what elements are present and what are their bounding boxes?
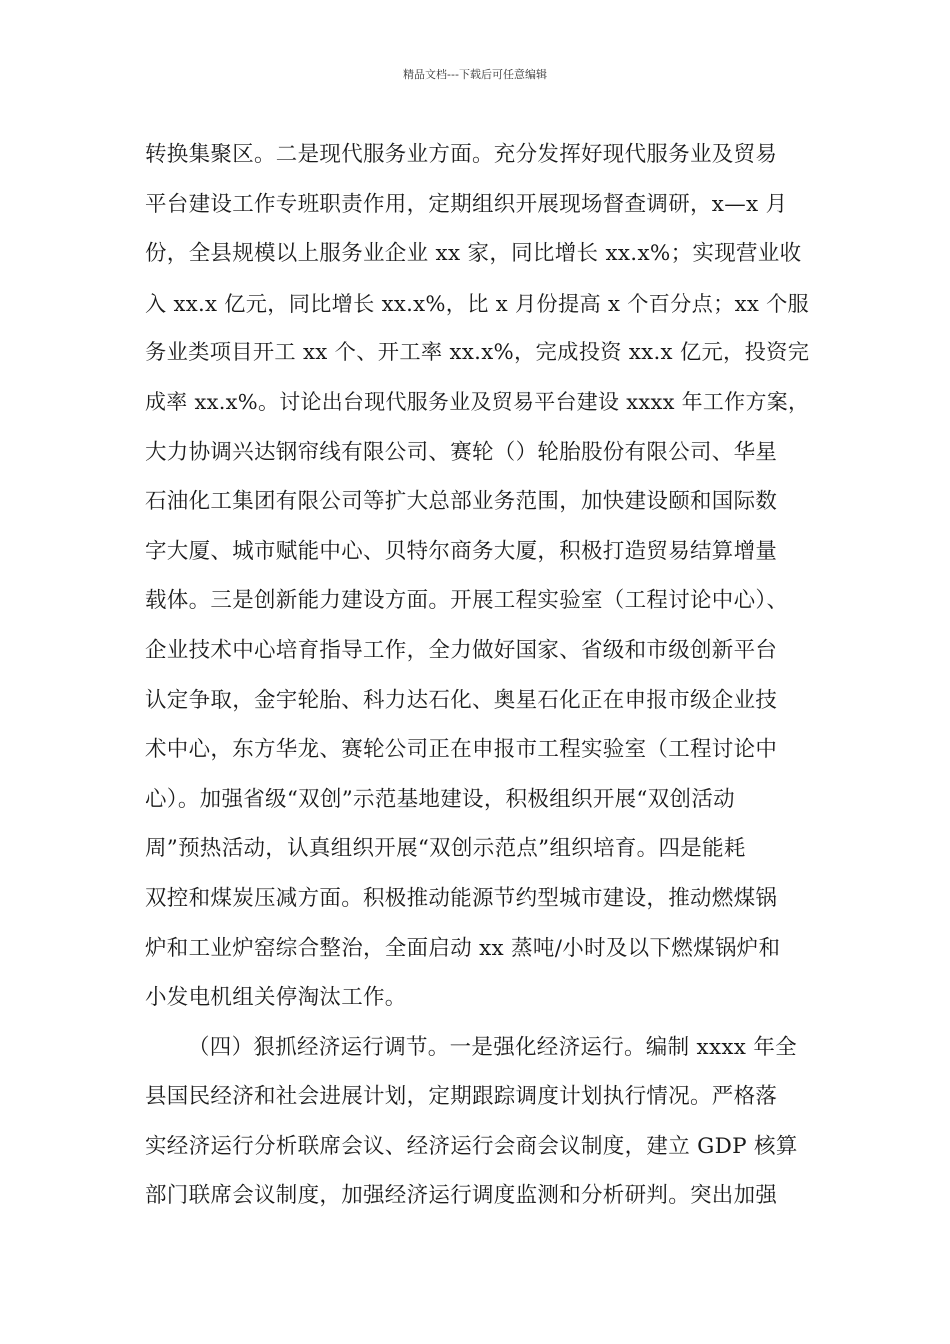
body-line: 小发电机组关停淘汰工作。 — [145, 985, 407, 1011]
body-line: 认定争取，金宇轮胎、科力达石化、奥星石化正在申报市级企业技 — [145, 687, 778, 713]
body-line: 入 xx.x 亿元，同比增长 xx.x%，比 x 月份提高 x 个百分点；xx 个服 — [145, 290, 810, 316]
body-line: 县国民经济和社会进展计划，定期跟踪调度计划执行情况。严格落 — [145, 1084, 778, 1110]
body-line: 字大厦、城市赋能中心、贝特尔商务大厦，积极打造贸易结算增量 — [145, 538, 778, 564]
body-line: 转换集聚区。二是现代服务业方面。充分发挥好现代服务业及贸易 — [145, 142, 778, 167]
body-line: 载体。三是创新能力建设方面。开展工程实验室（工程讨论中心）、 — [145, 588, 789, 614]
body-line: 务业类项目开工 xx 个、开工率 xx.x%，完成投资 xx.x 亿元，投资完 — [145, 340, 810, 366]
body-line: 周”预热活动，认真组织开展“双创示范点”组织培育。四是能耗 — [145, 836, 746, 862]
body-line: 术中心，东方华龙、赛轮公司正在申报市工程实验室（工程讨论中 — [145, 737, 778, 763]
section-heading-line: （四）狠抓经济运行调节。一是强化经济运行。编制 xxxx 年全 — [188, 1034, 797, 1060]
body-line: 炉和工业炉窑综合整治，全面启动 xx 蒸吨/小时及以下燃煤锅炉和 — [145, 935, 781, 961]
body-line: 成率 xx.x%。讨论出台现代服务业及贸易平台建设 xxxx 年工作方案， — [145, 389, 810, 414]
body-line: 部门联席会议制度，加强经济运行调度监测和分析研判。突出加强 — [145, 1183, 778, 1209]
page-header: 精品文档---下载后可任意编辑 — [403, 68, 547, 81]
body-line: 平台建设工作专班职责作用，定期组织开展现场督查调研，x—x 月 — [145, 191, 788, 217]
body-line: 石油化工集团有限公司等扩大总部业务范围，加快建设颐和国际数 — [145, 489, 778, 515]
body-line: 双控和煤炭压减方面。积极推动能源节约型城市建设，推动燃煤锅 — [145, 885, 778, 911]
body-line: 实经济运行分析联席会议、经济运行会商会议制度，建立 GDP 核算 — [145, 1133, 798, 1159]
body-line: 心）。加强省级“双创”示范基地建设，积极组织开展“双创活动 — [145, 786, 735, 812]
body-line: 企业技术中心培育指导工作，全力做好国家、省级和市级创新平台 — [145, 637, 778, 663]
body-line: 份，全县规模以上服务业企业 xx 家，同比增长 xx.x%；实现营业收 — [145, 241, 802, 267]
document-body — [145, 130, 809, 1221]
body-line: 大力协调兴达钢帘线有限公司、赛轮（）轮胎股份有限公司、华星 — [145, 439, 778, 465]
